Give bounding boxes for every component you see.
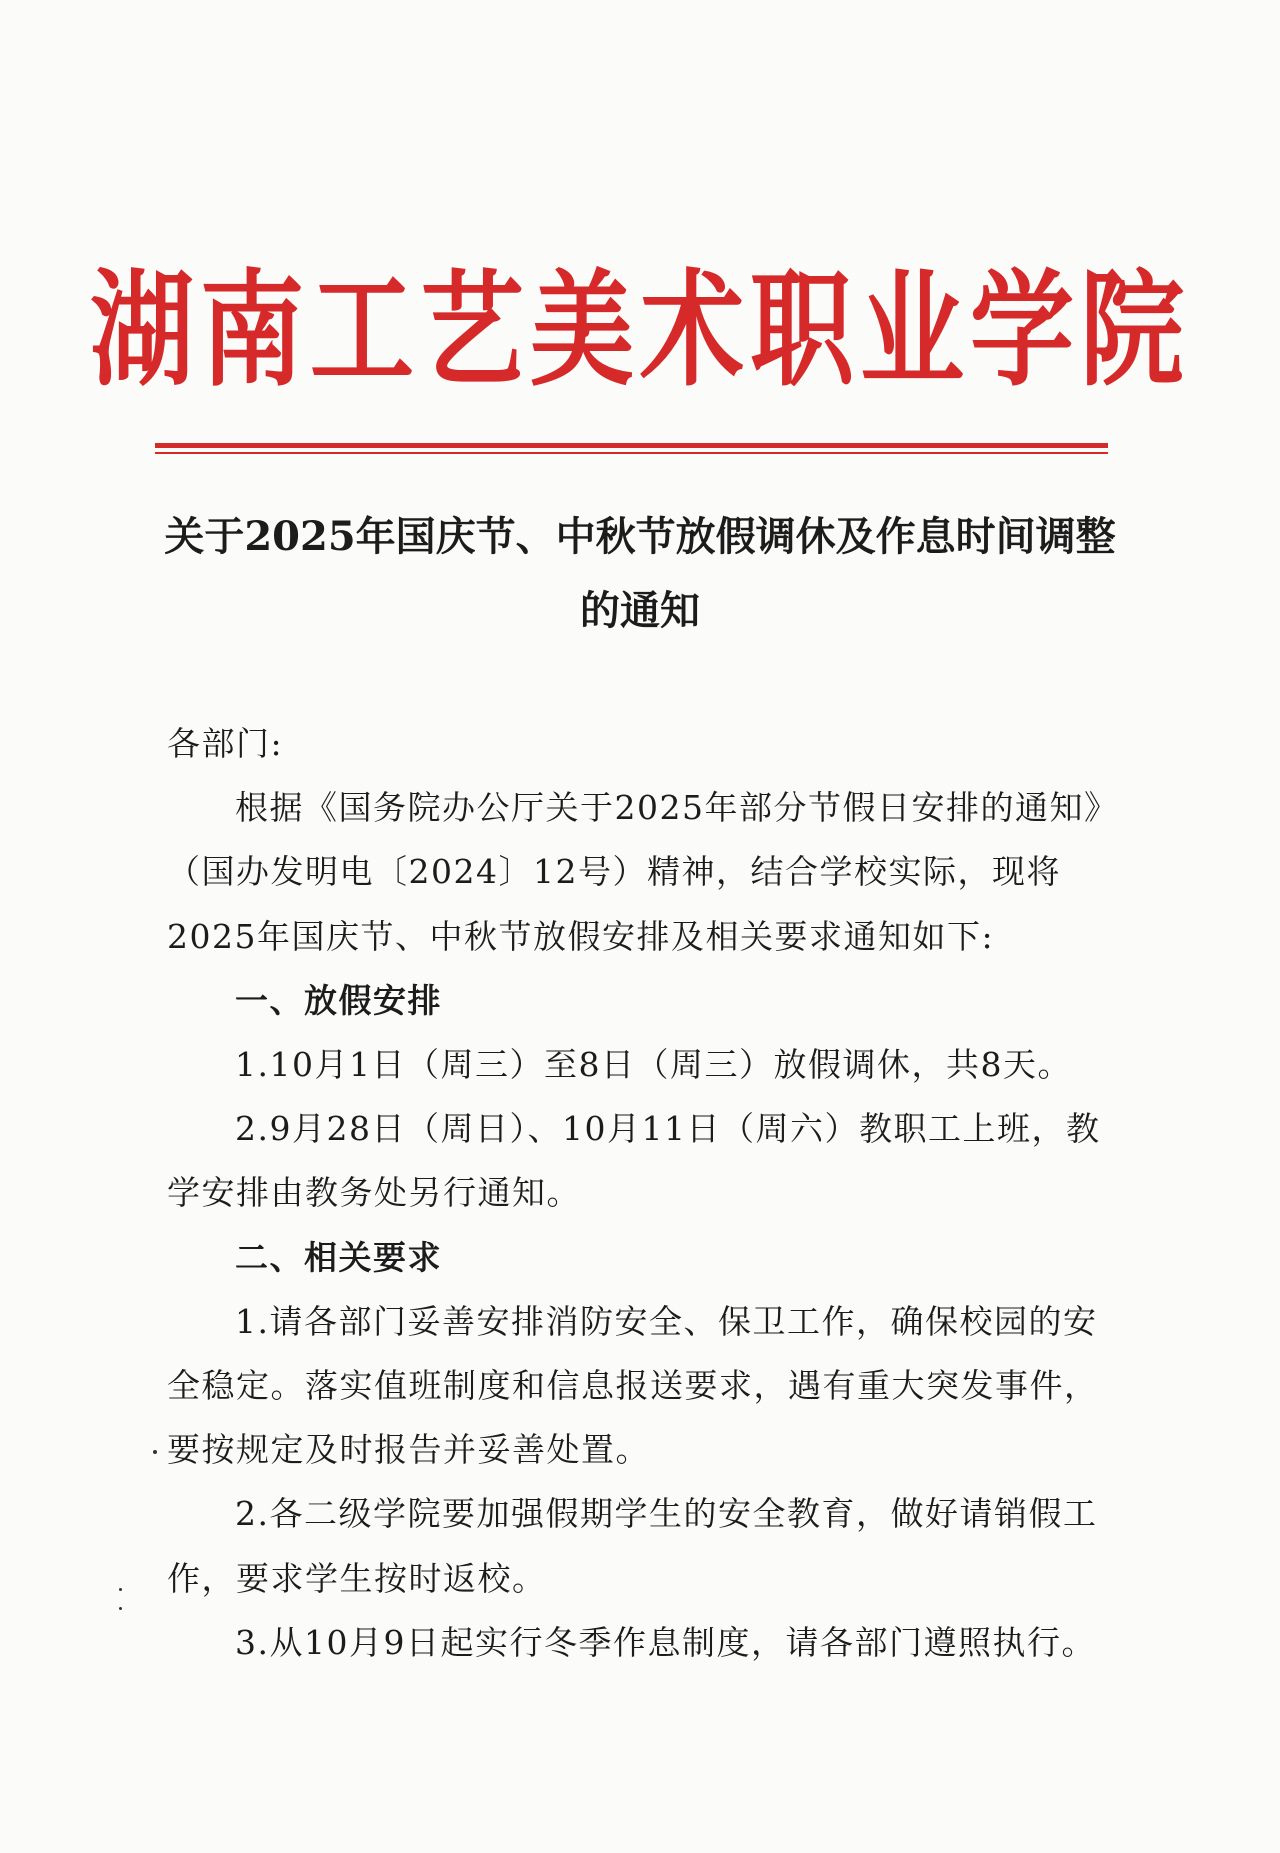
- scan-speck: [119, 1607, 122, 1610]
- intro-paragraph: 根据《国务院办公厅关于2025年部分节假日安排的通知》（国办发明电〔2024〕12号）精神，结合学校实际，现将2025年国庆节、中秋节放假安排及相关要求通知如下:: [167, 788, 1119, 956]
- salutation: 各部门:: [167, 724, 284, 763]
- scan-speck: [153, 1450, 157, 1454]
- section-heading-holiday-arrangement: 一、放假安排: [235, 980, 442, 1020]
- requirement-item-1: 1.请各部门妥善安排消防安全、保卫工作，确保校园的安全稳定。落实值班制度和信息报送要求，遇有重大突发事件，要按规定及时报告并妥善处置。: [167, 1301, 1099, 1470]
- document-title-line1: 关于2025年国庆节、中秋节放假调休及作息时间调整: [164, 513, 1116, 560]
- requirement-item-2: 2.各二级学院要加强假期学生的安全教育，做好请销假工作，要求学生按时返校。: [167, 1494, 1098, 1598]
- document-body: [167, 712, 1127, 1675]
- document-title-line2: 的通知: [580, 587, 700, 634]
- requirement-item-3: 3.从10月9日起实行冬季作息制度，请各部门遵照执行。: [235, 1622, 1096, 1662]
- letterhead-rule-thin: [155, 452, 1108, 454]
- holiday-item-2: 2.9月28日（周日）、10月11日（周六）教职工上班，教学安排由教务处另行通知。: [167, 1109, 1101, 1213]
- holiday-item-1: 1.10月1日（周三）至8日（周三）放假调休，共8天。: [235, 1045, 1072, 1085]
- document-title: [140, 500, 1140, 648]
- letterhead-rule-thick: [155, 443, 1108, 448]
- section-heading-requirements: 二、相关要求: [235, 1237, 442, 1277]
- letterhead-org-name: 湖南工艺美术职业学院: [89, 256, 1190, 404]
- scan-speck: [119, 1588, 122, 1591]
